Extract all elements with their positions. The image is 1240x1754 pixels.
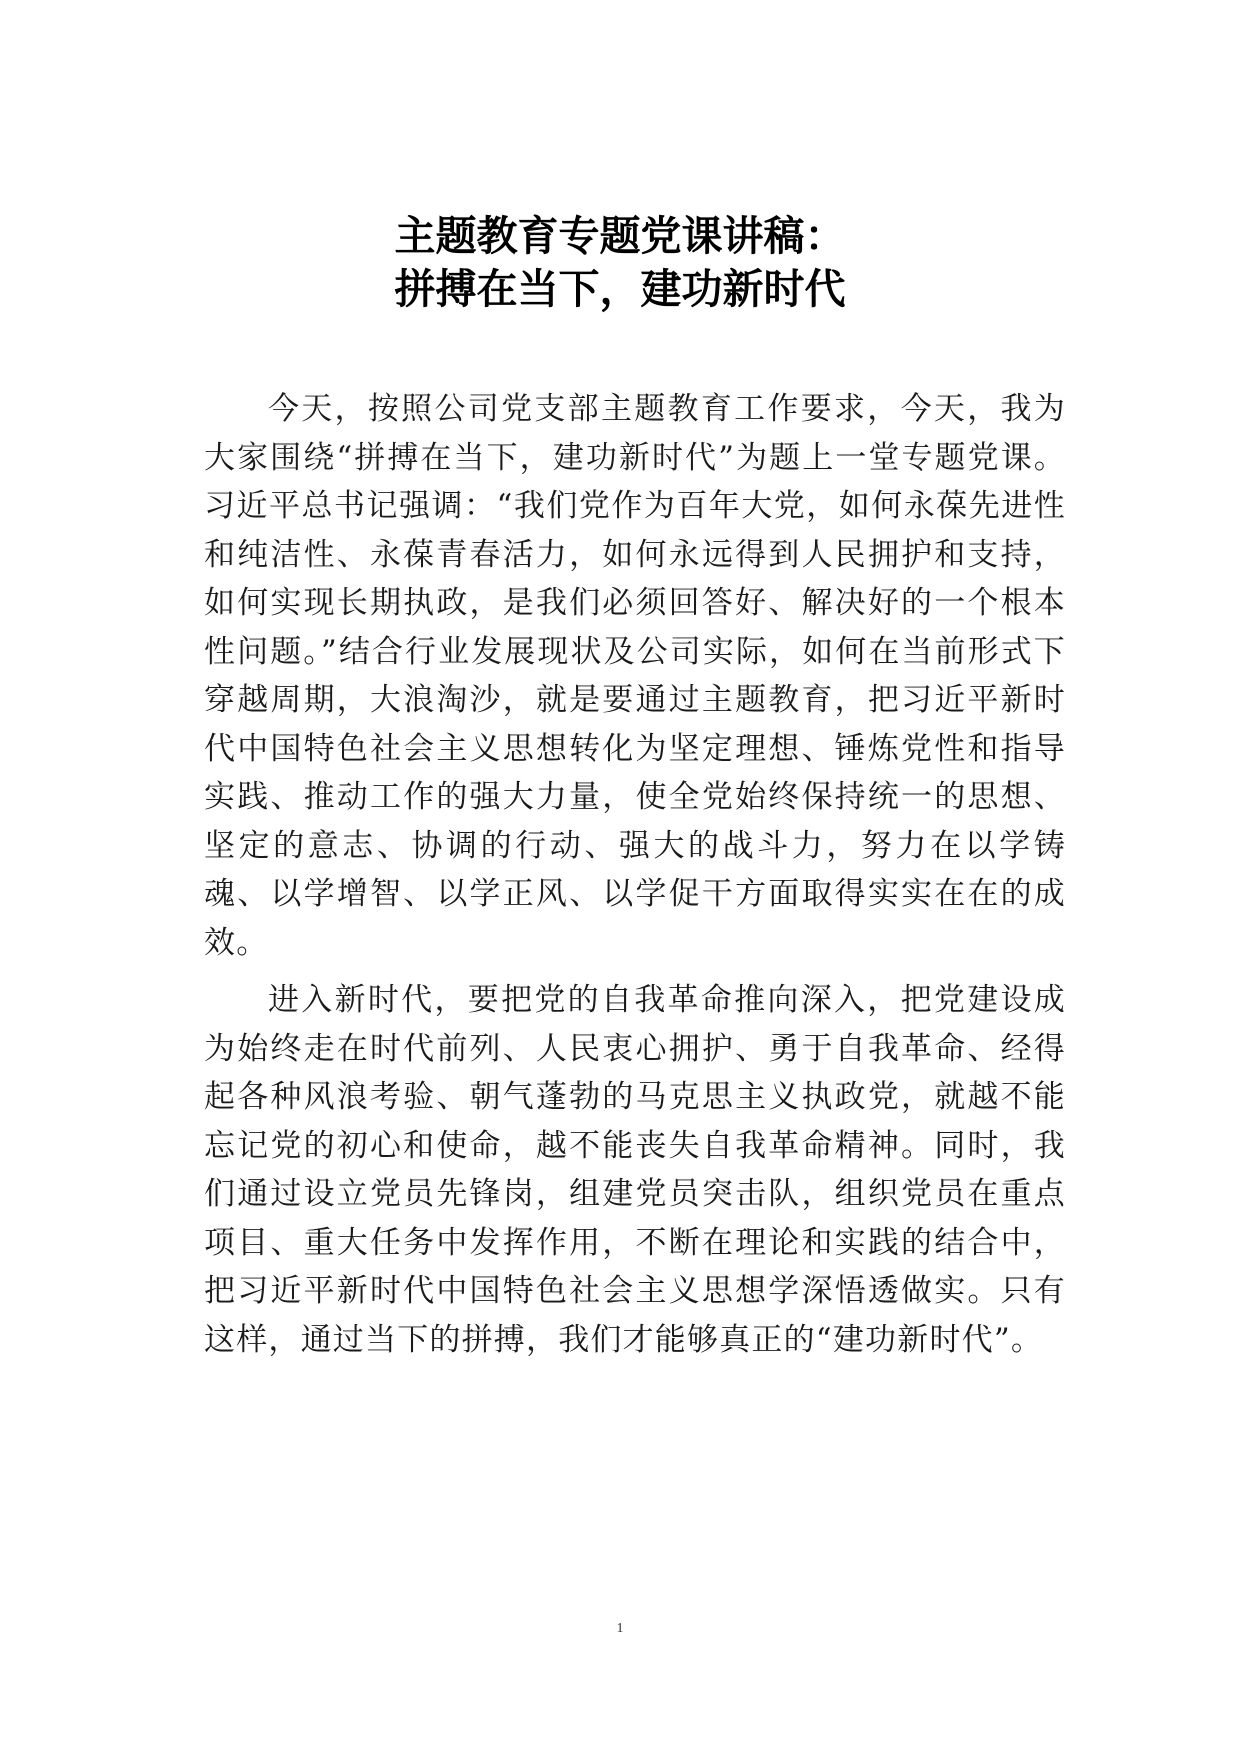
body-paragraph-1: 今天，按照公司党支部主题教育工作要求，今天，我为大家围绕“拼搏在当下，建功新时代”为题上一堂专题党课。习近平总书记强调：“我们党作为百年大党，如何永葆先进性和纯洁性、永葆青春活力，如何永远得到人民拥护和支持，如何实现长期执政，是我们必须回答好、解决好的一个根本性问题。”结合行业发展现状及公司实际，如何在当前形式下穿越周期，大浪淘沙，就是要通过主题教育，把习近平新时代中国特色社会主义思想转化为坚定理想、锤炼党性和指导实践、推动工作的强大力量，使全党始终保持统一的思想、坚定的意志、协调的行动、强大的战斗力，努力在以学铸魂、以学增智、以学正风、以学促干方面取得实实在在的成效。 (204, 391, 1066, 961)
page-number: 1 (616, 1621, 624, 1636)
title-line-2: 拼搏在当下，建功新时代 (394, 265, 846, 313)
document-body (204, 385, 1066, 1373)
body-paragraph-2: 进入新时代，要把党的自我革命推向深入，把党建设成为始终走在时代前列、人民衷心拥护、勇于自我革命、经得起各种风浪考验、朝气蓬勃的马克思主义执政党，就越不能忘记党的初心和使命，越不能丧失自我革命精神。同时，我们通过设立党员先锋岗，组建党员突击队，组织党员在重点项目、重大任务中发挥作用，不断在理论和实践的结合中，把习近平新时代中国特色社会主义思想学深悟透做实。只有这样，通过当下的拼搏，我们才能够真正的“建功新时代”。 (204, 982, 1066, 1358)
document-title (0, 210, 1240, 316)
title-line-1: 主题教育专题党课讲稿： (394, 212, 846, 260)
